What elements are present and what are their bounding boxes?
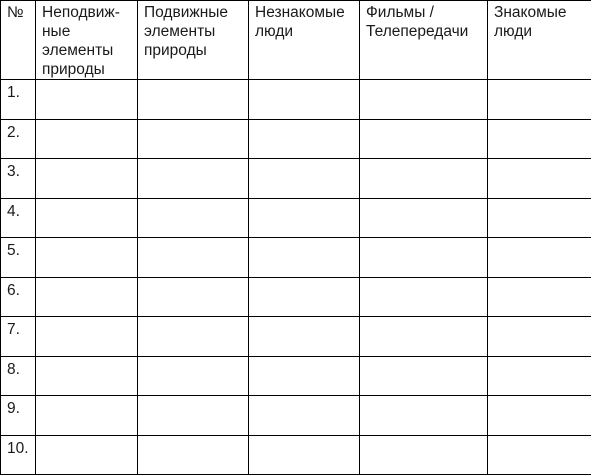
table-row <box>1 277 591 317</box>
table-cell[interactable] <box>138 80 249 120</box>
row-number: 8. <box>1 356 36 396</box>
table-cell[interactable] <box>249 238 360 278</box>
table-cell[interactable] <box>138 317 249 357</box>
table-cell[interactable] <box>360 198 488 238</box>
column-header-moving-nature: Подвижные элементы природы <box>138 1 249 80</box>
table-cell[interactable] <box>249 396 360 436</box>
table-cell[interactable] <box>36 396 138 436</box>
table-cell[interactable] <box>488 396 591 436</box>
column-header-static-nature: Неподвиж-ные элементы природы <box>36 1 138 80</box>
table-cell[interactable] <box>249 198 360 238</box>
table-cell[interactable] <box>360 317 488 357</box>
table-cell[interactable] <box>36 356 138 396</box>
table-cell[interactable] <box>138 119 249 159</box>
table-cell[interactable] <box>249 159 360 199</box>
table-cell[interactable] <box>249 277 360 317</box>
table-cell[interactable] <box>360 80 488 120</box>
row-number: 7. <box>1 317 36 357</box>
table-cell[interactable] <box>36 277 138 317</box>
table-cell[interactable] <box>360 435 488 475</box>
table-cell[interactable] <box>249 356 360 396</box>
column-header-acquaintances: Знакомые люди <box>488 1 591 80</box>
row-number: 3. <box>1 159 36 199</box>
table-cell[interactable] <box>488 356 591 396</box>
table-cell[interactable] <box>360 119 488 159</box>
row-number: 10. <box>1 435 36 475</box>
table-cell[interactable] <box>360 356 488 396</box>
table-cell[interactable] <box>249 119 360 159</box>
table-cell[interactable] <box>360 159 488 199</box>
table-cell[interactable] <box>138 435 249 475</box>
table-cell[interactable] <box>36 317 138 357</box>
table-row <box>1 396 591 436</box>
table-cell[interactable] <box>488 435 591 475</box>
row-number: 6. <box>1 277 36 317</box>
table-cell[interactable] <box>36 159 138 199</box>
header-row <box>1 1 591 80</box>
table-cell[interactable] <box>488 159 591 199</box>
table-cell[interactable] <box>488 238 591 278</box>
table-row <box>1 435 591 475</box>
table-row <box>1 119 591 159</box>
table-cell[interactable] <box>36 198 138 238</box>
table-cell[interactable] <box>138 277 249 317</box>
table-cell[interactable] <box>360 277 488 317</box>
table-row <box>1 238 591 278</box>
row-number: 9. <box>1 396 36 436</box>
table-cell[interactable] <box>36 435 138 475</box>
table-cell[interactable] <box>138 356 249 396</box>
row-number: 1. <box>1 80 36 120</box>
table-row <box>1 159 591 199</box>
table-cell[interactable] <box>138 238 249 278</box>
table-cell[interactable] <box>36 238 138 278</box>
table-cell[interactable] <box>360 238 488 278</box>
table-cell[interactable] <box>488 119 591 159</box>
table-cell[interactable] <box>36 119 138 159</box>
table-row <box>1 198 591 238</box>
table-cell[interactable] <box>138 159 249 199</box>
table-cell[interactable] <box>138 396 249 436</box>
column-header-number: № <box>1 1 36 80</box>
column-header-films-tv: Фильмы / Телепередачи <box>360 1 488 80</box>
table-cell[interactable] <box>249 435 360 475</box>
table-cell[interactable] <box>36 80 138 120</box>
table-row <box>1 317 591 357</box>
table-cell[interactable] <box>488 317 591 357</box>
table-row <box>1 356 591 396</box>
table-cell[interactable] <box>249 80 360 120</box>
table-cell[interactable] <box>138 198 249 238</box>
table-cell[interactable] <box>249 317 360 357</box>
table-cell[interactable] <box>488 198 591 238</box>
row-number: 5. <box>1 238 36 278</box>
table-row <box>1 80 591 120</box>
table-cell[interactable] <box>360 396 488 436</box>
row-number: 2. <box>1 119 36 159</box>
table-cell[interactable] <box>488 277 591 317</box>
row-number: 4. <box>1 198 36 238</box>
column-header-strangers: Незнакомые люди <box>249 1 360 80</box>
table-cell[interactable] <box>488 80 591 120</box>
